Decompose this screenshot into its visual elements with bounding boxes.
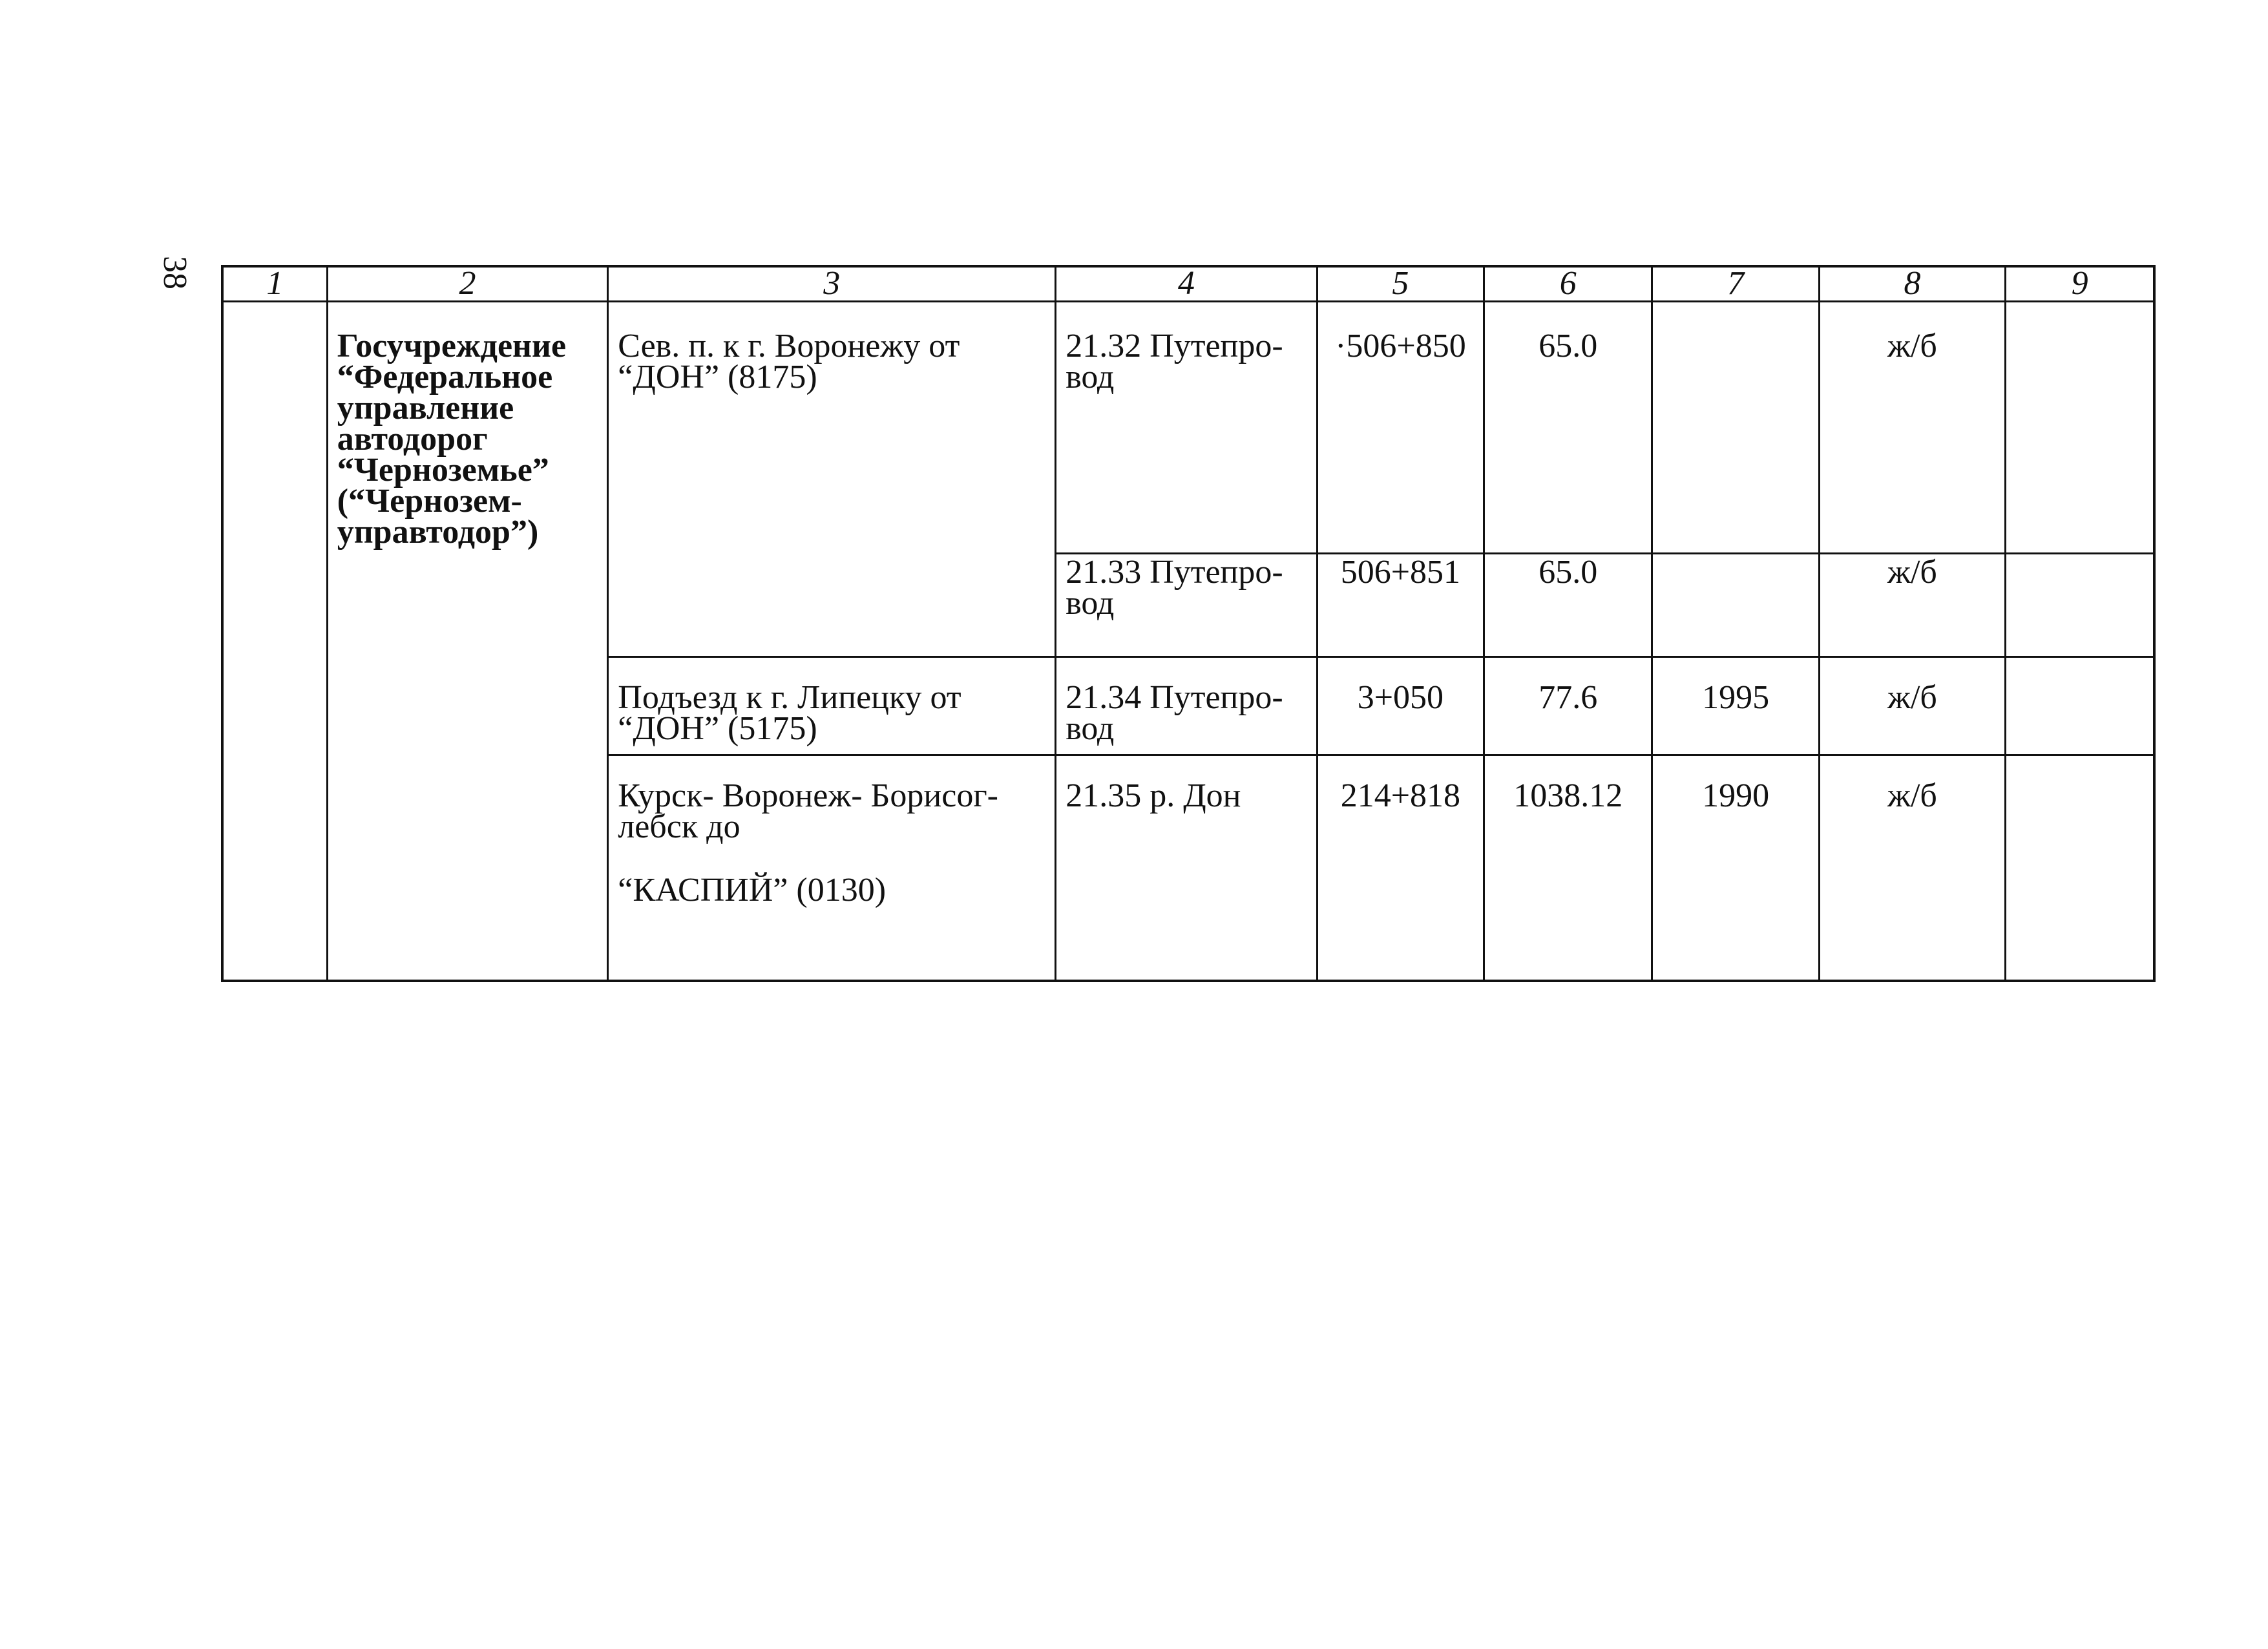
note-cell bbox=[2006, 755, 2154, 981]
year-cell bbox=[1652, 301, 1819, 553]
material-cell: ж/б bbox=[1819, 301, 2005, 553]
column-header: 6 bbox=[1484, 266, 1652, 301]
page-number: 38 bbox=[156, 256, 193, 289]
column-header: 4 bbox=[1056, 266, 1318, 301]
organization-line: “Федеральное bbox=[337, 358, 553, 395]
table-header-row bbox=[222, 266, 2154, 301]
year-cell: 1990 bbox=[1652, 755, 1819, 981]
object-cell: 21.35 р. Дон bbox=[1056, 755, 1318, 981]
road-cell bbox=[608, 755, 1056, 981]
material-cell: ж/б bbox=[1819, 755, 2005, 981]
year-cell: 1995 bbox=[1652, 656, 1819, 755]
note-cell bbox=[2006, 301, 2154, 553]
km-cell: 506+851 bbox=[1317, 553, 1484, 656]
length-cell: 65.0 bbox=[1484, 553, 1652, 656]
column-header: 3 bbox=[608, 266, 1056, 301]
column-header: 8 bbox=[1819, 266, 2005, 301]
column-header: 5 bbox=[1317, 266, 1484, 301]
length-cell: 1038.12 bbox=[1484, 755, 1652, 981]
km-cell: 214+818 bbox=[1317, 755, 1484, 981]
note-cell bbox=[2006, 553, 2154, 656]
material-cell: ж/б bbox=[1819, 656, 2005, 755]
length-cell: 77.6 bbox=[1484, 656, 1652, 755]
organization-line: Госучреждение bbox=[337, 327, 567, 364]
table-row bbox=[222, 301, 2154, 553]
km-cell: ·506+850 bbox=[1317, 301, 1484, 553]
object-cell: 21.32 Путепро-вод bbox=[1056, 301, 1318, 553]
organization-line: автодорог bbox=[337, 420, 488, 457]
road-cell: Сев. п. к г. Воронежу от “ДОН” (8175) bbox=[608, 301, 1056, 656]
column-header: 9 bbox=[2006, 266, 2154, 301]
road-cell: Подъезд к г. Липецку от “ДОН” (5175) bbox=[608, 656, 1056, 755]
column-header: 7 bbox=[1652, 266, 1819, 301]
organization-cell bbox=[327, 301, 608, 981]
km-cell: 3+050 bbox=[1317, 656, 1484, 755]
organization-line: управтодор”) bbox=[337, 513, 539, 551]
object-cell: 21.33 Путепро-вод bbox=[1056, 553, 1318, 656]
column-header: 1 bbox=[222, 266, 327, 301]
bridges-table bbox=[221, 265, 2156, 982]
column-header: 2 bbox=[327, 266, 608, 301]
road-line: Курск- Воронеж- Борисог-лебск до bbox=[618, 777, 998, 845]
material-cell: ж/б bbox=[1819, 553, 2005, 656]
organization-line: (“Чернозем- bbox=[337, 482, 522, 520]
note-cell bbox=[2006, 656, 2154, 755]
organization-line: управление bbox=[337, 389, 514, 426]
year-cell bbox=[1652, 553, 1819, 656]
length-cell: 65.0 bbox=[1484, 301, 1652, 553]
road-line: “КАСПИЙ” (0130) bbox=[618, 871, 887, 909]
object-cell: 21.34 Путепро-вод bbox=[1056, 656, 1318, 755]
organization-line: “Черноземье” bbox=[337, 451, 549, 488]
row-number-cell bbox=[222, 301, 327, 981]
